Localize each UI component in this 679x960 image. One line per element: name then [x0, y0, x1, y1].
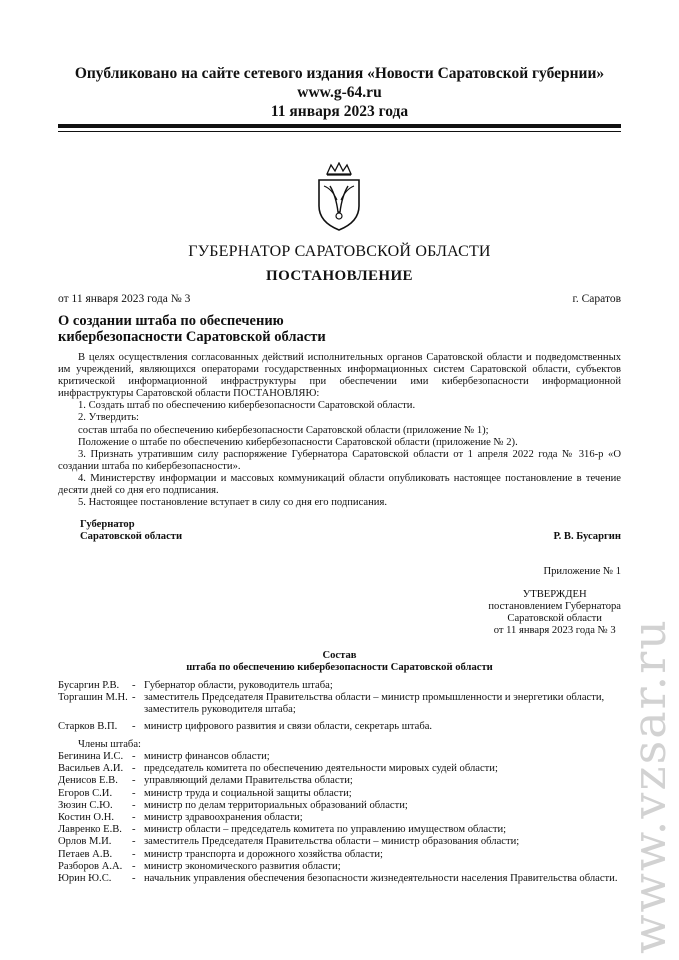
- member-name: Костин О.Н.: [58, 812, 115, 824]
- clause-paragraph: 5. Настоящее постановление вступает в силу со дня его подписания.: [78, 497, 387, 509]
- member-position: управляющий делами Правительства области;: [144, 775, 353, 787]
- staff-dash: -: [132, 680, 136, 691]
- header-rule-thick: [58, 124, 621, 128]
- member-row: [58, 812, 638, 824]
- member-dash: -: [132, 873, 136, 885]
- member-row: [58, 836, 638, 848]
- subject-line: кибербезопасности Саратовской области: [58, 329, 326, 345]
- publication-site: www.g-64.ru: [297, 84, 382, 101]
- member-name: Бегинина И.С.: [58, 751, 124, 763]
- staff-position: заместитель Председателя Правительства области – министр промышленности и энергетики области, заместитель руководителя штаба;: [144, 692, 605, 716]
- member-row: [58, 824, 638, 836]
- watermark-text: www.vzsar.ru: [622, 618, 676, 954]
- staff-name: Старков В.П.: [58, 720, 118, 732]
- member-row: [58, 788, 638, 800]
- dateline: [58, 293, 621, 305]
- composition-title: [0, 650, 679, 674]
- member-position: министр по делам территориальных образований области;: [144, 799, 408, 811]
- member-dash: -: [132, 763, 136, 775]
- member-dash: -: [132, 848, 136, 860]
- member-dash: -: [132, 812, 136, 824]
- staff-position: министр цифрового развития и связи области, секретарь штаба.: [144, 720, 433, 732]
- member-position: министр труда и социальной защиты области;: [144, 787, 352, 799]
- member-position: министр экономического развития области;: [144, 860, 341, 872]
- staff-row: [58, 680, 638, 692]
- member-dash: -: [132, 860, 136, 872]
- signatory-title: [80, 519, 182, 543]
- member-name: Разборов А.А.: [58, 860, 123, 872]
- decree-city: г. Саратов: [572, 293, 621, 305]
- approval-line: Саратовской области: [507, 613, 602, 625]
- publication-line-1: Опубликовано на сайте сетевого издания «Новости Саратовской губернии»: [74, 65, 605, 82]
- member-position: председатель комитета по обеспечению деятельности мировых судей области;: [144, 763, 498, 775]
- header-rule-thin: [58, 131, 621, 132]
- member-name: Денисов Е.В.: [58, 775, 118, 787]
- decree-body: [58, 352, 621, 509]
- staff-list: [58, 680, 638, 885]
- staff-dash: -: [132, 720, 136, 732]
- clause-paragraph: 2. Утвердить:: [78, 412, 139, 424]
- decree-subject: [58, 313, 326, 345]
- member-row: [58, 849, 638, 861]
- member-dash: -: [132, 787, 136, 799]
- member-row: [58, 861, 638, 873]
- approval-block: [488, 589, 621, 637]
- member-name: Лавренко Е.В.: [58, 824, 122, 836]
- member-position: начальник управления обеспечения безопасности жизнедеятельности населения Правительства области.: [144, 873, 618, 885]
- member-name: Егоров С.И.: [58, 787, 113, 799]
- staff-row: [58, 692, 638, 716]
- publication-date: 11 января 2023 года: [270, 103, 409, 120]
- signatory-title-line: Саратовской области: [80, 531, 183, 542]
- member-dash: -: [132, 751, 136, 763]
- watermark: [624, 618, 674, 954]
- members-label: Члены штаба:: [78, 738, 141, 750]
- member-position: заместитель Председателя Правительства области – министр образования области;: [144, 836, 520, 848]
- staff-position: Губернатор области, руководитель штаба;: [144, 680, 333, 691]
- member-row: [58, 800, 638, 812]
- preamble-paragraph: В целях осуществления согласованных действий исполнительных органов Саратовской области и подведомственных им учреждений, являющихся операторами государственных информационных систем Саратовской области, субъектов критической информационной инфраструктуры при обеспечении ими кибербезопасности информационной инфраструктуры Саратовской области ПОСТАНОВЛЯЮ:: [58, 352, 621, 400]
- decree-date-number: от 11 января 2023 года № 3: [58, 293, 191, 305]
- approval-line: УТВЕРЖДЕН: [522, 589, 587, 600]
- member-row: [58, 775, 638, 787]
- member-position: министр финансов области;: [144, 751, 270, 763]
- clause-paragraph: состав штаба по обеспечению кибербезопасности Саратовской области (приложение № 1);: [78, 424, 489, 436]
- signatory-name: Р. В. Бусаргин: [553, 531, 621, 542]
- clause-paragraph: 1. Создать штаб по обеспечению кибербезопасности Саратовской области.: [78, 400, 416, 412]
- clause-paragraph: 4. Министерству информации и массовых коммуникаций области опубликовать настоящее постановление в течение десяти дней со дня его подписания.: [58, 472, 621, 497]
- appendix-label: Приложение № 1: [543, 566, 621, 577]
- staff-name: Торгашин М.Н.: [58, 692, 128, 704]
- member-dash: -: [132, 836, 136, 848]
- member-name: Зюзин С.Ю.: [58, 799, 113, 811]
- approval-line: от 11 января 2023 года № 3: [493, 625, 616, 637]
- composition-title-line: штаба по обеспечению кибербезопасности Саратовской области: [186, 662, 493, 673]
- clause-paragraph: Положение о штабе по обеспечению кибербезопасности Саратовской области (приложение № 2).: [78, 436, 518, 448]
- subject-line: О создании штаба по обеспечению: [58, 313, 284, 329]
- member-row: [58, 873, 638, 885]
- staff-dash: -: [132, 692, 136, 704]
- governor-heading: ГУБЕРНАТОР САРАТОВСКОЙ ОБЛАСТИ: [188, 243, 491, 260]
- signatory-title-line: Губернатор: [80, 519, 135, 530]
- decree-title: ПОСТАНОВЛЕНИЕ: [266, 268, 413, 284]
- member-row: [58, 763, 638, 775]
- member-position: министр здравоохранения области;: [144, 812, 303, 824]
- staff-row: [58, 721, 638, 733]
- member-name: Орлов М.И.: [58, 836, 112, 848]
- member-dash: -: [132, 824, 136, 836]
- member-position: министр области – председатель комитета по управлению имуществом области;: [144, 824, 507, 836]
- member-name: Юрин Ю.С.: [58, 873, 112, 885]
- member-row: [58, 751, 638, 763]
- approval-line: постановлением Губернатора: [488, 601, 621, 613]
- clause-paragraph: 3. Признать утратившим силу распоряжение Губернатора Саратовской области от 1 апреля 2022 года № 316-р «О создании штаба по кибербезопасности».: [58, 448, 621, 472]
- composition-title-line: Состав: [322, 650, 357, 661]
- member-name: Васильев А.И.: [58, 763, 124, 775]
- saratov-coat-of-arms-icon: [314, 162, 364, 232]
- member-position: министр транспорта и дорожного хозяйства области;: [144, 848, 383, 860]
- member-dash: -: [132, 775, 136, 787]
- member-name: Петаев А.В.: [58, 848, 113, 860]
- staff-name: Бусаргин Р.В.: [58, 680, 120, 691]
- member-dash: -: [132, 799, 136, 811]
